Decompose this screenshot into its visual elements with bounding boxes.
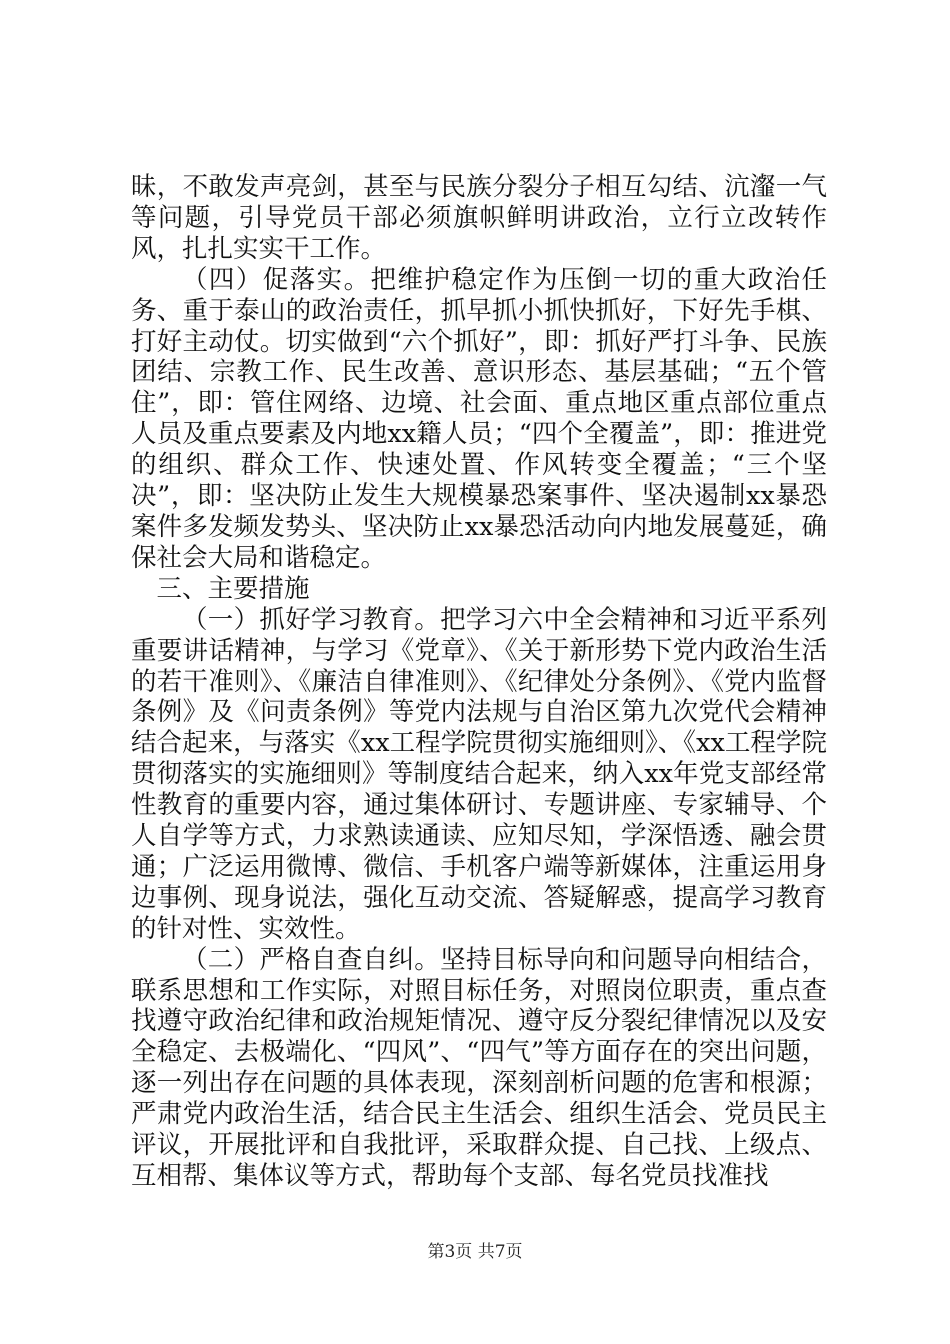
paragraph-continuation: 昧，不敢发声亮剑，甚至与民族分裂分子相互勾结、沆瀣一气等问题，引导党员干部必须旗帜鲜明讲政治，立行立改转作风，扎扎实实干工作。 bbox=[131, 172, 827, 264]
page-number-footer: 第3页 共7页 bbox=[427, 1242, 523, 1262]
paragraph-study-education: （一）抓好学习教育。把学习六中全会精神和习近平系列重要讲话精神，与学习《党章》、《关于新形势下党内政治生活的若干准则》、《廉洁自律准则》、《纪律处分条例》、《党内监督条例》及《问责条例》等党内法规与自治区第九次党代会精神结合起来，与落实《xx工程学院贯彻实施细则》、《xx工程学院贯彻落实的实施细则》等制度结合起来，纳入xx年党支部经常性教育的重要内容，通过集体研讨、专题讲座、专家辅导、个人自学等方式，力求熟读通读、应知尽知，学深悟透、融会贯通；广泛运用微博、微信、手机客户端等新媒体，注重运用身边事例、现身说法，强化互动交流、答疑解惑，提高学习教育的针对性、实效性。 bbox=[131, 604, 827, 944]
paragraph-self-inspection: （二）严格自查自纠。坚持目标导向和问题导向相结合，联系思想和工作实际，对照目标任务，对照岗位职责，重点查找遵守政治纪律和政治规矩情况、遵守反分裂纪律情况以及安全稳定、去极端化、“四风”、“四气”等方面存在的突出问题，逐一列出存在问题的具体表现，深刻剖析问题的危害和根源；严肃党内政治生活，结合民主生活会、组织生活会、党员民主评议，开展批评和自我批评，采取群众提、自己找、上级点、互相帮、集体议等方式，帮助每个支部、每名党员找准找 bbox=[131, 944, 827, 1191]
document-body bbox=[131, 172, 827, 1192]
section-heading-main-measures: 三、主要措施 bbox=[156, 573, 310, 604]
paragraph-promote-implementation: （四）促落实。把维护稳定作为压倒一切的重大政治任务、重于泰山的政治责任，抓早抓小抓快抓好，下好先手棋、打好主动仗。切实做到“六个抓好”，即：抓好严打斗争、民族团结、宗教工作、民生改善、意识形态、基层基础；“五个管住”，即：管住网络、边境、社会面、重点地区重点部位重点人员及重点要素及内地xx籍人员；“四个全覆盖”，即：推进党的组织、群众工作、快速处置、作风转变全覆盖；“三个坚决”，即：坚决防止发生大规模暴恐案事件、坚决遏制xx暴恐案件多发频发势头、坚决防止xx暴恐活动向内地发展蔓延，确保社会大局和谐稳定。 bbox=[131, 264, 827, 573]
